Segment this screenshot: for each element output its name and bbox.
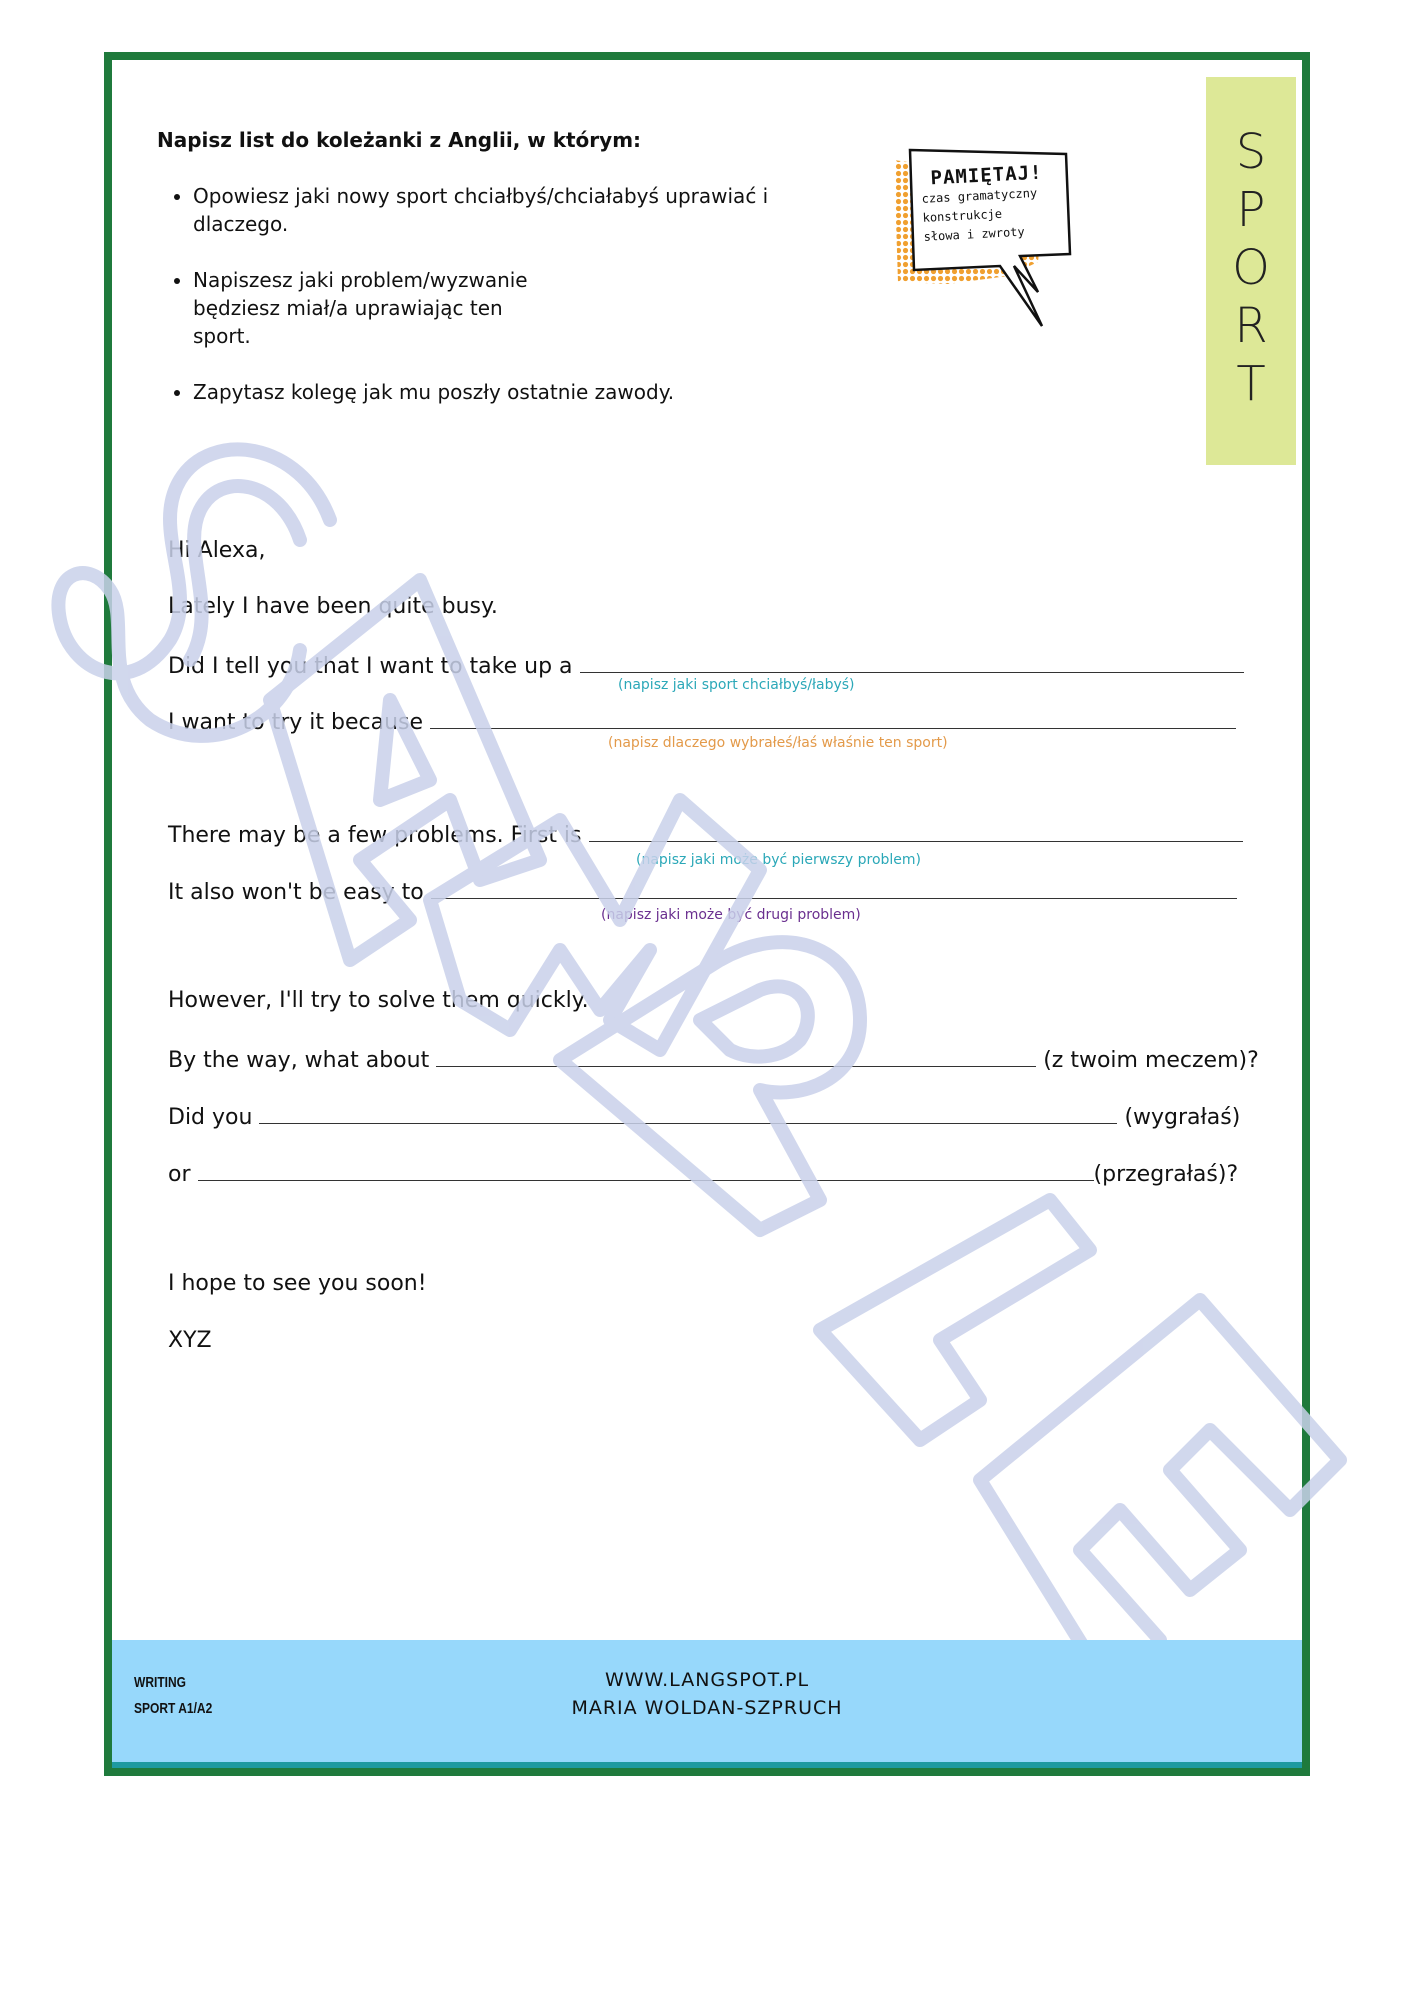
letter-closing: I hope to see you soon! [168, 1271, 427, 1296]
sport-letter: O [1232, 240, 1270, 296]
fill-in-blank[interactable] [259, 1101, 1117, 1124]
hint-text: (napisz jaki sport chciałbyś/łabyś) [618, 677, 855, 693]
task-bullet: • Opowiesz jaki nowy sport chciałbyś/chciałabyś uprawiać i dlaczego. [193, 182, 813, 238]
letter-line [168, 1101, 1240, 1130]
letter-text: It also won't be easy to [168, 880, 424, 905]
fill-in-blank[interactable] [580, 650, 1244, 673]
letter-text: By the way, what about [168, 1048, 430, 1073]
letter-text: Did you [168, 1105, 253, 1130]
letter-text: I want to try it because [168, 710, 424, 735]
footer-website: WWW.LANGSPOT.PL [604, 1669, 810, 1691]
letter-line: Lately I have been quite busy. [168, 594, 498, 619]
letter-line [168, 1044, 1259, 1073]
fill-in-blank[interactable] [436, 1044, 1036, 1067]
letter-line [168, 819, 1243, 848]
footer-category: WRITING [134, 1674, 186, 1691]
fill-in-blank[interactable] [198, 1158, 1094, 1181]
letter-line [168, 650, 1244, 679]
remember-title: PAMIĘTAJ! [930, 161, 1043, 190]
letter-text: Did I tell you that I want to take up a [168, 654, 573, 679]
remember-line: czas gramatyczny [921, 185, 1038, 206]
task-bullet: • Zapytasz kolegę jak mu poszły ostatnie zawody. [193, 378, 813, 406]
letter-text: (przegrałaś)? [1093, 1162, 1239, 1187]
letter-text: (wygrałaś) [1124, 1105, 1241, 1130]
sport-letter: R [1234, 298, 1268, 354]
letter-greeting: Hi Alexa, [168, 538, 266, 563]
letter-text: or [168, 1162, 191, 1187]
letter-line: However, I'll try to solve them quickly. [168, 988, 589, 1013]
footer-bar [112, 1640, 1302, 1768]
sport-side-banner [1206, 77, 1296, 465]
task-title: Napisz list do koleżanki z Anglii, w którym: [157, 128, 642, 152]
remember-line: słowa i zwroty [923, 224, 1026, 244]
fill-in-blank[interactable] [589, 819, 1243, 842]
sport-letter: T [1236, 356, 1266, 412]
fill-in-blank[interactable] [431, 876, 1237, 899]
hint-text: (napisz jaki może być pierwszy problem) [636, 852, 921, 868]
fill-in-blank[interactable] [430, 706, 1236, 729]
letter-line [168, 706, 1236, 735]
footer-level: SPORT A1/A2 [134, 1700, 213, 1717]
hint-text: (napisz jaki może być drugi problem) [601, 907, 861, 923]
remember-speech-bubble [888, 142, 1078, 332]
remember-line: konstrukcje [922, 206, 1003, 225]
letter-signature: XYZ [168, 1328, 212, 1353]
letter-text: There may be a few problems. First is [168, 823, 582, 848]
task-bullet: • Napiszesz jaki problem/wyzwanie będziesz miał/a uprawiając ten sport. [193, 266, 563, 350]
hint-text: (napisz dlaczego wybrałeś/łaś właśnie ten sport) [608, 735, 948, 751]
sport-letter: P [1236, 182, 1266, 238]
letter-text: (z twoim meczem)? [1043, 1048, 1259, 1073]
footer-author: MARIA WOLDAN-SZPRUCH [571, 1697, 843, 1719]
letter-line [168, 876, 1237, 905]
sport-letter: S [1235, 124, 1267, 180]
letter-line [168, 1158, 1238, 1187]
task-bullet-list [165, 182, 813, 434]
